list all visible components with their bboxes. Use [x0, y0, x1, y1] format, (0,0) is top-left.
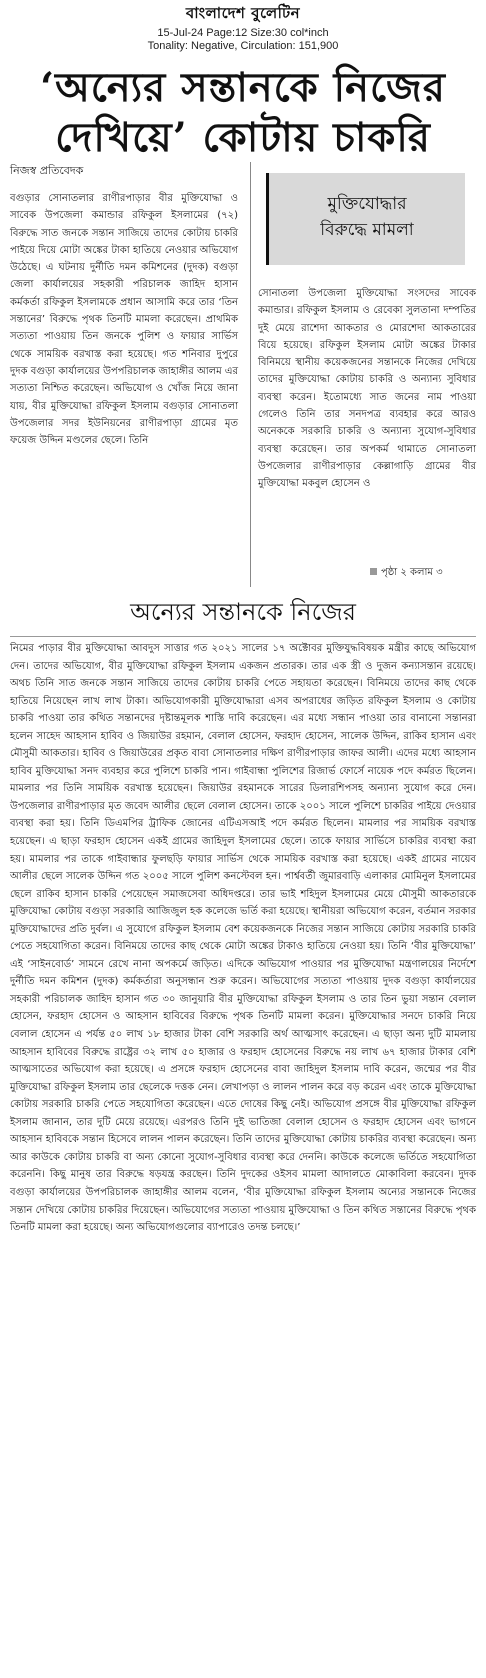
masthead [0, 2, 486, 53]
article-column-1: বগুড়ার সোনাতলার রাণীরপাড়ার বীর মুক্তিযোদ্ধা ও সাবেক উপজেলা কমান্ডার রফিকুল ইসলামের (৭২) বিরুদ্ধে সাত জনকে সন্তান সাজিয়ে তাদের কোটায় চাকরি পাইয়ে দিয়ে মোটা অঙ্কের টাকা হাতিয়ে নেওয়ার অভিযোগ উঠেছে। এ ঘটনায় দুর্নীতি দমন কমিশনের (দুদক) বগুড়া জেলা কার্যালয়ের সহকারী পরিচালক জাহিদ হাসান কর্মকর্তা রফিকুল ইসলামকে প্রধান আসামি করে তার ‘তিন সন্তানের’ বিরুদ্ধে পৃথক তিনটি মামলা করেছেন। প্রাথমিক সত্যতা পাওয়ায় তিন জনকে পুলিশ ও ফায়ার সার্ভিস থেকে সাময়িক বরখাস্ত করা হয়েছে। গত শনিবার দুপুরে দুদক বগুড়া কার্যালয়ের উপপরিচালক জাহাঙ্গীর আলম এর সত্যতা নিশ্চিত করেছেন। অভিযোগ ও খোঁজ নিয়ে জানা যায়, বীর মুক্তিযোদ্ধা রফিকুল ইসলাম বগুড়ার সোনাতলা উপজেলার সদর ইউনিয়নের রাণীরপাড়া গ্রামের মৃত ফয়েজ উদ্দিন মণ্ডলের ছেলে। তিনি [10, 193, 238, 447]
continuation-text: পৃষ্ঠা ২ কলাম ৩ [381, 567, 443, 578]
section-divider [10, 636, 476, 637]
headline-line1: ‘অন্যের সন্তানকে নিজের [40, 64, 446, 111]
square-bullet-icon [370, 568, 377, 575]
headline [10, 63, 476, 163]
byline: নিজস্ব প্রতিবেদক [10, 164, 84, 177]
side-box-line1: মুক্তিযোদ্ধার [327, 194, 407, 214]
newspaper-logo: বাংলাদেশ বুলেটিন [185, 4, 301, 22]
clipping-meta-line2: Tonality: Negative, Circulation: 151,900 [147, 40, 339, 52]
headline-line2: দেখিয়ে’ কোটায় চাকরি [55, 114, 431, 161]
article-body-continued: নিমের পাড়ার বীর মুক্তিযোদ্ধা আবদুস সাত্তার গত ২০২১ সালের ১৭ অক্টোবর মুক্তিযুদ্ধবিষয়ক মন্ত্রীর কাছে অভিযোগ দেন। তাদের অভিযোগ, বীর মুক্তিযোদ্ধা রফিকুল ইসলাম একজন প্রতারক। তার এক স্ত্রী ও দুজন কন্যাসন্তান রয়েছে। অথচ তিনি সাত জনকে সন্তান সাজিয়ে তাদের কোটায় চাকরি পেতে সহায়তা করেছেন। বিনিময়ে তাদের কাছ থেকে হাতিয়ে নিয়েছেন লাখ লাখ টাকা। অভিযোগকারী মুক্তিযোদ্ধারা এসব অপরাধের জড়িত রফিকুল ইসলাম ও কোটায় চাকরি পাওয়া তার কথিত সন্তানদের দৃষ্টান্তমূলক শাস্তি দাবি করেছেন। এর মধ্যে সন্ধান পাওয়া তার বানানো সন্তানরা হলেন সাহেদ আহসান হাবিব ও জিয়াউর রহমান, বেলাল হোসেন, ফরহাদ হোসেন, সালেক উদ্দিন, রাকিব হাসান এবং মৌসুমী আকতার। হাবিব ও জিয়াউরের প্রকৃত বাবা সোনাতলার দক্ষিণ রাণীরপাড়ার জাফর আলী। এদের মধ্যে আহসান হাবিব মুক্তিযোদ্ধা সনদ ব্যবহার করে পুলিশে চাকরি পান। গাইবান্ধা পুলিশের রিজার্ভ ফোর্সে নায়েক পদে কর্মরত ছিলেন। মামলার পর তিনি সাময়িক বরখাস্ত হয়েছেন। জিয়াউর রহমানকে সারের ডিলারশিপসহ অন্যান্য সুযোগ করে দেন। উপজেলার রাণীরপাড়ার মৃত জবেদ আলীর ছেলে বেলাল হোসেন। তাকে ২০০১ সালে পুলিশে চাকরির পাইয়ে দেওয়ার ব্যবস্থা করা হয়। তিনি ডিএমপির ট্রাফিক জোনের এটিএসআই পদে কর্মরত ছিলেন। মামলার পর সাময়িক বরখাস্ত হয়েছেন। এ ছাড়া ফরহাদ হোসেন একই গ্রামের জাহিদুল ইসলামের ছেলে। তাকে ফায়ার সার্ভিসে চাকরির ব্যবস্থা করা হয়। মামলার পর তাকে গাইবান্ধার ফুলছড়ি ফায়ার সার্ভিস থেকে সাময়িক বরখাস্ত করা হয়েছে। একই গ্রামের নায়েব আলীর ছেলে সালেক উদ্দিন গত ২০০৫ সালে পুলিশ কনস্টেবল হন। পার্শ্ববর্তী জুমারবাড়ি এলাকার মোমিনুল ইসলামের ছেলে রাকিব হাসান চাকরি পেয়েছেন সমাজসেবা অধিদপ্তরে। তার ভাই শহিদুল ইসলামের মেয়ে মৌসুমী আকতারকে মুক্তিযোদ্ধা কোটায় বগুড়া সরকারি আজিজুল হক কলেজে ভর্তি করা হয়েছে। স্থানীয়রা অভিযোগ করেন, বর্তমান সরকার মুক্তিযোদ্ধাদের প্রতি দুর্বল। এ সুযোগে রফিকুল ইসলাম বেশ কয়েকজনকে নিজের সন্তান সাজিয়ে কোটায় সরকারি চাকরি পেতে সহযোগিতা করেন। বিনিময়ে তাদের কাছ থেকে মোটা অঙ্কের টাকাও হাতিয়ে নেওয়া হয়। তিনি ‘বীর মুক্তিযোদ্ধা’ এই ‘সাইনবোর্ড’ সামনে রেখে নানা অপকর্মে জড়িত। এদিকে অভিযোগ পাওয়ার পর মুক্তিযোদ্ধা মন্ত্রণালয়ের নির্দেশে দুর্নীতি দমন কমিশন (দুদক) কর্মকর্তারা অনুসন্ধান শুরু করেন। অভিযোগের সত্যতা পাওয়ায় দুদক বগুড়া কার্যালয়ের সহকারী পরিচালক জাহিদ হাসান গত ৩০ জানুয়ারি বীর মুক্তিযোদ্ধা রফিকুল ইসলাম ও তার তিন ভুয়া সন্তান বেলাল হোসেন, ফরহাদ হোসেন ও আহসান হাবিবের বিরুদ্ধে পৃথক তিনটি মামলা করেন। মুক্তিযোদ্ধার সনদে চাকরি নিয়ে বেলাল হোসেন এ পর্যন্ত ৫০ লাখ ১৮ হাজার টাকা বেশি সরকারি অর্থ আত্মসাৎ করেছেন। এ ছাড়া অন্য দুটি মামলায় আহসান হাবিবের বিরুদ্ধে রাষ্ট্রের ৩২ লাখ ৫০ হাজার ও ফরহাদ হোসেনের বিরুদ্ধে নয় লাখ ৬৭ হাজার টাকার বেশি আত্মসাতের অভিযোগ করা হয়েছে। এ প্রসঙ্গে ফরহাদ হোসেনের বাবা জাহিদুল ইসলাম দাবি করেন, জন্মের পর বীর মুক্তিযোদ্ধা রফিকুল ইসলাম তার ছেলেকে দত্তক নেন। লেখাপড়া ও লালন পালন করে বড় করেন এবং তাকে মুক্তিযোদ্ধা কোটায় সরকারি চাকরি পেতে সহযোগিতা করেছেন। এতে দোষের কিছু নেই। অভিযোগ প্রসঙ্গে বীর মুক্তিযোদ্ধা রফিকুল ইসলাম জানান, তার দুটি মেয়ে রয়েছে। এরপরও তিনি দুই ভাতিজা বেলাল হোসেন ও ফরহাদ হোসেন এবং ভাগনে আহসান হাবিবকে সন্তান হিসেবে লালন পালন করেছেন। তিনি তাদের মুক্তিযোদ্ধা কোটায় চাকরির ব্যবস্থা করেছেন। অন্য আর কাউকে কোটায় চাকরি বা অন্য কোনো সুযোগ-সুবিধার ব্যবস্থা করে দেননি। কাউকে কলেজে ভর্তিতে সহযোগিতা করেননি। কিছু মানুষ তার বিরুদ্ধে ষড়যন্ত্র করছেন। তিনি দুদকের ওইসব মামলা আদালতে মোকাবিলা করবেন। দুদক বগুড়া কার্যালয়ের উপপরিচালক জাহাঙ্গীর আলম বলেন, ‘বীর মুক্তিযোদ্ধা রফিকুল ইসলাম অন্যের সন্তানকে নিজের সন্তান দেখিয়ে কোটায় চাকরির দিয়েছেন। অভিযোগের সত্যতা পাওয়ায় মুক্তিযোদ্ধা ও তিন কথিত সন্তানের বিরুদ্ধে পৃথক তিনটি মামলা করা হয়েছে। অন্য অভিযোগগুলোর ব্যাপারেও তদন্ত চলছে।’ [10, 643, 476, 1234]
column-divider [250, 162, 251, 587]
side-box-line2: বিরুদ্ধে মামলা [320, 220, 414, 240]
continuation-note [370, 565, 443, 582]
article-column-2: সোনাতলা উপজেলা মুক্তিযোদ্ধা সংসদের সাবেক কমান্ডার। রফিকুল ইসলাম ও রেবেকা সুলতানা দম্পতির দুই মেয়ে রাশেদা আকতার ও মোরশেদা আকতারের বিয়ে হয়েছে। রফিকুল ইসলাম মোটা অঙ্কের টাকার বিনিময়ে স্থানীয় কয়েকজনের সন্তানকে নিজের দেখিয়ে তাদের মুক্তিযোদ্ধা কোটায় চাকরি ও অন্যান্য সুবিধার ব্যবস্থা করেন। ইতোমধ্যে সাত জনের নাম পাওয়া গেলেও তিনি তার সনদপত্র ব্যবহার করে আরও অনেককে সরকারি চাকরি ও অন্যান্য সুযোগ-সুবিধার ব্যবস্থা করেছেন। তার অপকর্ম থামাতে সোনাতলা উপজেলার রাণীরপাড়ার কেল্লাগাড়ি গ্রামের বীর মুক্তিযোদ্ধা মকবুল হোসেন ও [258, 288, 476, 490]
continued-headline: অন্যের সন্তানকে নিজের [130, 598, 356, 626]
side-box [266, 173, 465, 265]
clipping-meta-line1: 15-Jul-24 Page:12 Size:30 col*inch [157, 27, 329, 39]
